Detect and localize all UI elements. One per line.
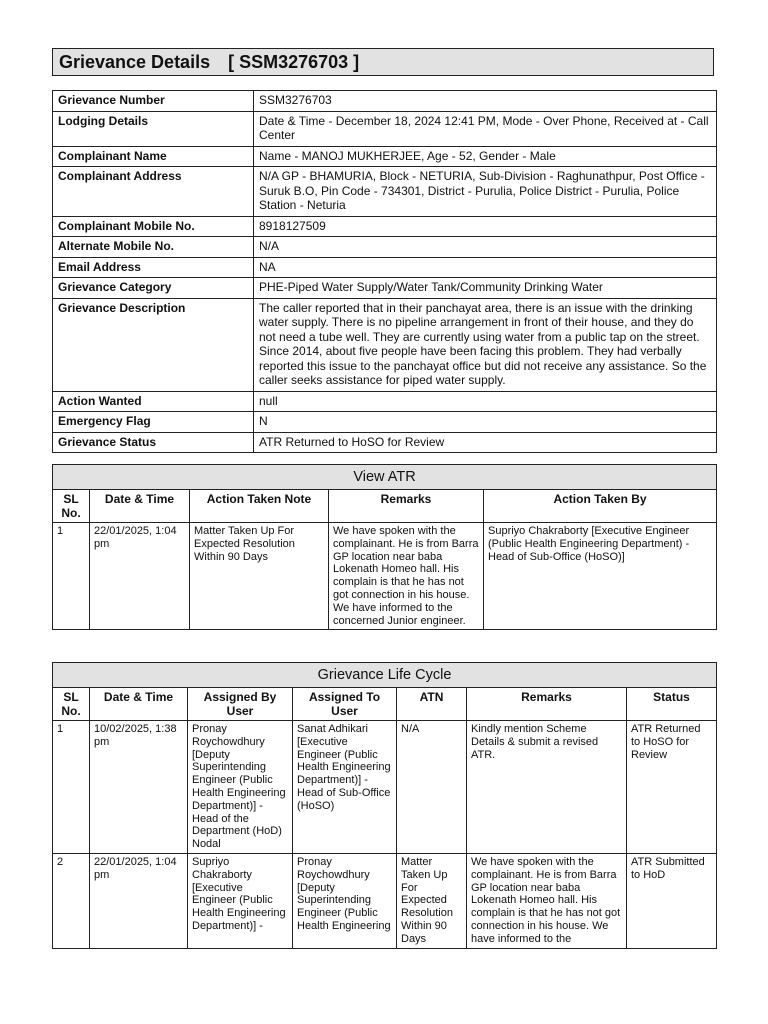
view-atr-header: View ATR — [53, 465, 717, 490]
detail-row — [53, 391, 717, 412]
lc-status: ATR Returned to HoSO for Review — [627, 721, 717, 854]
detail-value: null — [254, 391, 717, 412]
detail-row — [53, 432, 717, 453]
lc-remarks: We have spoken with the complainant. He is from Barra GP location near baba Lokenath Homeo hall. His complain is that he has not got connection in his house. We have informed to the — [467, 853, 627, 948]
detail-row — [53, 237, 717, 258]
lc-assigned-to: Pronay Roychowdhury [Deputy Superintending Engineer (Public Health Engineering — [293, 853, 397, 948]
detail-row — [53, 91, 717, 112]
atr-note: Matter Taken Up For Expected Resolution Within 90 Days — [190, 523, 329, 630]
detail-row — [53, 278, 717, 299]
atr-by: Supriyo Chakraborty [Executive Engineer (Public Health Engineering Department) - Head of Sub-Office (HoSO)] — [484, 523, 717, 630]
detail-label: Lodging Details — [53, 111, 254, 146]
detail-row — [53, 216, 717, 237]
detail-value: ATR Returned to HoSO for Review — [254, 432, 717, 453]
detail-value: N/A — [254, 237, 717, 258]
lc-col-status: Status — [627, 688, 717, 721]
atr-col-remarks: Remarks — [329, 490, 484, 523]
detail-value: PHE-Piped Water Supply/Water Tank/Community Drinking Water — [254, 278, 717, 299]
lc-sl: 1 — [53, 721, 90, 854]
lc-col-datetime: Date & Time — [90, 688, 188, 721]
lc-status: ATR Submitted to HoD — [627, 853, 717, 948]
lc-atn: N/A — [397, 721, 467, 854]
grievance-id-heading: [ SSM3276703 ] — [228, 52, 360, 72]
detail-value: The caller reported that in their panchayat area, there is an issue with the drinking water supply. There is no pipeline arrangement in front of their house, and they do not need a tube well. They are currently using water from a public tap on the street. Since 2014, about five people have been facing this problem. They had verbally reported this issue to the panchayat office but did not receive any assistance. So the caller seeks assistance for piped water supply. — [254, 298, 717, 391]
atr-col-note: Action Taken Note — [190, 490, 329, 523]
lc-assigned-to: Sanat Adhikari [Executive Engineer (Public Health Engineering Department)] - Head of Sub-Office (HoSO) — [293, 721, 397, 854]
atr-col-sl: SL No. — [53, 490, 90, 523]
page-title — [52, 48, 714, 76]
detail-row — [53, 412, 717, 433]
detail-label: Grievance Status — [53, 432, 254, 453]
detail-value: N — [254, 412, 717, 433]
lc-assigned-by: Supriyo Chakraborty [Executive Engineer (Public Health Engineering Department)] - — [188, 853, 293, 948]
detail-label: Alternate Mobile No. — [53, 237, 254, 258]
view-atr-table — [52, 464, 717, 630]
lc-col-atn: ATN — [397, 688, 467, 721]
detail-row — [53, 298, 717, 391]
detail-value: N/A GP - BHAMURIA, Block - NETURIA, Sub-Division - Raghunathpur, Post Office - Suruk B.O, Pin Code - 734301, District - Purulia, Police District - Purulia, Police Station - Neturia — [254, 167, 717, 217]
detail-value: NA — [254, 257, 717, 278]
detail-label: Complainant Address — [53, 167, 254, 217]
grievance-lifecycle-table — [52, 662, 717, 949]
lc-col-by: Assigned By User — [188, 688, 293, 721]
detail-row — [53, 111, 717, 146]
detail-row — [53, 146, 717, 167]
grievance-details-table — [52, 90, 717, 453]
lc-col-sl: SL No. — [53, 688, 90, 721]
lc-col-to: Assigned To User — [293, 688, 397, 721]
detail-row — [53, 167, 717, 217]
detail-label: Email Address — [53, 257, 254, 278]
page-title-text: Grievance Details — [59, 52, 211, 72]
detail-label: Grievance Category — [53, 278, 254, 299]
lc-datetime: 10/02/2025, 1:38 pm — [90, 721, 188, 854]
lc-datetime: 22/01/2025, 1:04 pm — [90, 853, 188, 948]
detail-value: 8918127509 — [254, 216, 717, 237]
atr-datetime: 22/01/2025, 1:04 pm — [90, 523, 190, 630]
lc-assigned-by: Pronay Roychowdhury [Deputy Superintending Engineer (Public Health Engineering Department)] - Head of the Department (HoD) Nodal — [188, 721, 293, 854]
lifecycle-row — [53, 721, 717, 854]
atr-row — [53, 523, 717, 630]
detail-value: SSM3276703 — [254, 91, 717, 112]
detail-label: Complainant Name — [53, 146, 254, 167]
lc-col-remarks: Remarks — [467, 688, 627, 721]
atr-col-by: Action Taken By — [484, 490, 717, 523]
lc-sl: 2 — [53, 853, 90, 948]
atr-col-datetime: Date & Time — [90, 490, 190, 523]
atr-sl: 1 — [53, 523, 90, 630]
detail-value: Name - MANOJ MUKHERJEE, Age - 52, Gender - Male — [254, 146, 717, 167]
lifecycle-row — [53, 853, 717, 948]
detail-label: Emergency Flag — [53, 412, 254, 433]
detail-label: Action Wanted — [53, 391, 254, 412]
lc-atn: Matter Taken Up For Expected Resolution Within 90 Days — [397, 853, 467, 948]
detail-label: Grievance Description — [53, 298, 254, 391]
lifecycle-header: Grievance Life Cycle — [53, 663, 717, 688]
detail-value: Date & Time - December 18, 2024 12:41 PM, Mode - Over Phone, Received at - Call Center — [254, 111, 717, 146]
atr-remarks: We have spoken with the complainant. He is from Barra GP location near baba Lokenath Homeo hall. His complain is that he has not got connection in his house. We have informed to the concerned Junior engineer. — [329, 523, 484, 630]
detail-row — [53, 257, 717, 278]
detail-label: Complainant Mobile No. — [53, 216, 254, 237]
detail-label: Grievance Number — [53, 91, 254, 112]
lc-remarks: Kindly mention Scheme Details & submit a revised ATR. — [467, 721, 627, 854]
